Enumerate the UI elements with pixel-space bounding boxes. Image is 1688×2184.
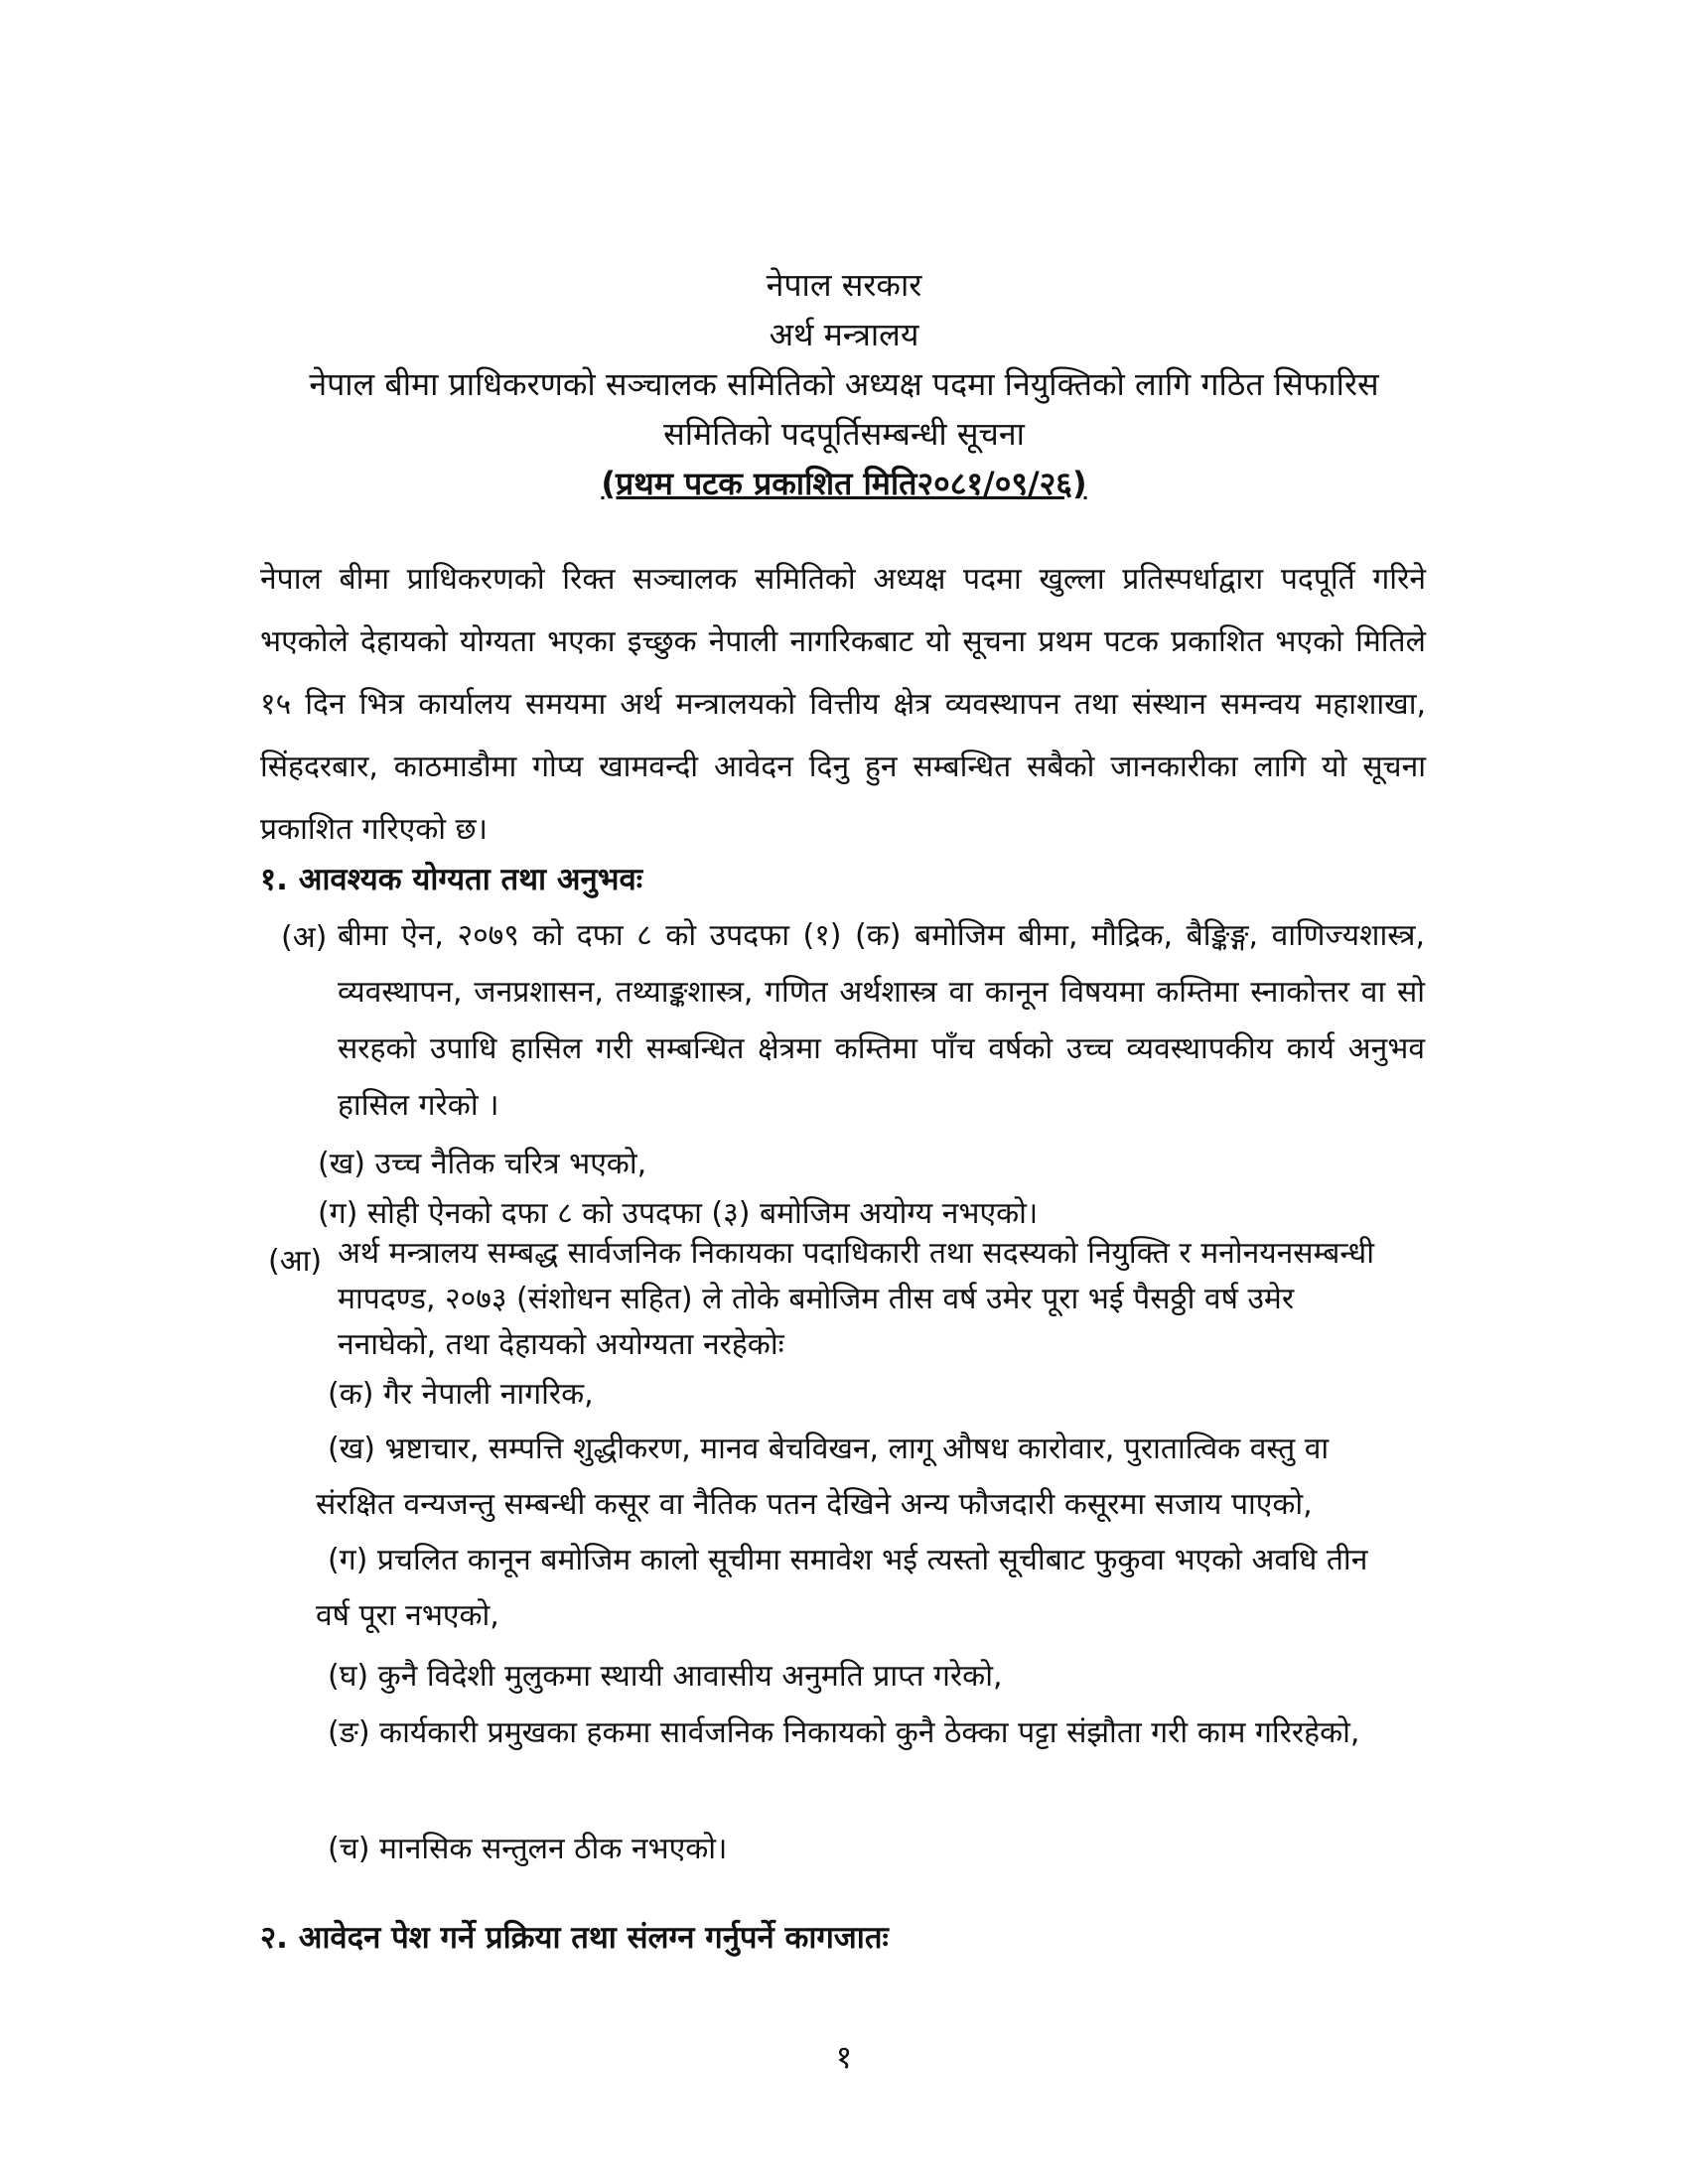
clause-aa-cha: (च) मानसिक सन्तुलन ठीक नभएको। — [328, 1832, 728, 1866]
government-name: नेपाल सरकार — [766, 266, 922, 304]
page-number: १ — [835, 2038, 853, 2076]
notice-title-line1: नेपाल बीमा प्राधिकरणको सञ्चालक समितिको अध्यक्ष पदमा नियुक्तिको लागि गठित सिफारिस — [309, 365, 1379, 403]
clause-aa-ka: (क) गैर नेपाली नागरिक, — [328, 1377, 594, 1412]
clause-aa-label: (आ) — [268, 1244, 323, 1279]
clause-aa-kha: (ख) भ्रष्टाचार, सम्पत्ति शुद्धीकरण, मानव बेचविखन, लागू औषध कारोवार, पुरातात्विक वस्तु वा संरक्षित वन्यजन्तु सम्बन्धी कसूर वा नैतिक पतन देखिने अन्य फौजदारी कसूरमा सजाय पाएको, — [316, 1432, 1330, 1522]
clause-aa-text: अर्थ मन्त्रालय सम्बद्ध सार्वजनिक निकायका पदाधिकारी तथा सदस्यको नियुक्ति र मनोनयनसम्बन्धी मापदण्ड, २०७३ (संशोधन सहित) ले तोके बमोजिम तीस वर्ष उमेर पूरा भई पैसठ्ठी वर्ष उमेर ननाघेको, तथा देहायको अयोग्यता नरहेकोः — [338, 1236, 1374, 1362]
section-2-heading: २. आवेदन पेश गर्ने प्रक्रिया तथा संलग्न गर्नुपर्ने कागजातः — [260, 1920, 889, 1956]
clause-aa-nga: (ङ) कार्यकारी प्रमुखका हकमा सार्वजनिक निकायको कुनै ठेक्का पट्टा संझौता गरी काम गरिरहेको, — [328, 1715, 1360, 1750]
clause-aa-gha: (घ) कुनै विदेशी मुलुकमा स्थायी आवासीय अनुमति प्राप्त गरेको, — [328, 1659, 1003, 1694]
clause-a-text: बीमा ऐन, २०७९ को दफा ८ को उपदफा (१) (क) बमोजिम बीमा, मौद्रिक, बैङ्किङ्ग, वाणिज्यशास्त्र, व्यवस्थापन, जनप्रशासन, तथ्याङ्कशास्त्र, गणित अर्थशास्त्र वा कानून विषयमा कम्तिमा स्नाकोत्तर वा सो सरहको उपाधि हासिल गरी सम्बन्धित क्षेत्रमा कम्तिमा पाँच वर्षको उच्च व्यवस्थापकीय कार्य अनुभव हासिल गरेको । — [338, 918, 1425, 1123]
clause-a-label: (अ) — [281, 920, 328, 955]
notice-header — [0, 260, 1688, 508]
clause-aa-ga: (ग) प्रचलित कानून बमोजिम कालो सूचीमा समावेश भई त्यस्तो सूचीबाट फुकुवा भएको अवधि तीन वर्ष पूरा नभएको, — [316, 1543, 1368, 1633]
clause-a-ga: (ग) सोही ऐनको दफा ८ को उपदफा (३) बमोजिम अयोग्य नभएको। — [318, 1196, 1039, 1231]
clause-a-kha: (ख) उच्च नैतिक चरित्र भएको, — [318, 1147, 647, 1181]
intro-paragraph: नेपाल बीमा प्राधिकरणको रिक्त सञ्चालक समितिको अध्यक्ष पदमा खुल्ला प्रतिस्पर्धाद्वारा पदपूर्ति गरिने भएकोले देहायको योग्यता भएका इच्छुक नेपाली नागरिकबाट यो सूचना प्रथम पटक प्रकाशित भएको मितिले १५ दिन भित्र कार्यालय समयमा अर्थ मन्त्रालयको वित्तीय क्षेत्र व्यवस्थापन तथा संस्थान समन्वय महाशाखा, सिंहदरबार, काठमाडौमा गोप्य खामवन्दी आवेदन दिनु हुन सम्बन्धित सबैको जानकारीका लागि यो सूचना प्रकाशित गरिएको छ। — [260, 562, 1426, 847]
section-1-heading: १. आवश्यक योग्यता तथा अनुभवः — [260, 862, 643, 897]
publication-date: (प्रथम पटक प्रकाशित मिति२०८१/०९/२६) — [601, 465, 1087, 502]
notice-title-line2: समितिको पदपूर्तिसम्बन्धी सूचना — [663, 415, 1025, 453]
ministry-name: अर्थ मन्त्रालय — [769, 316, 919, 353]
